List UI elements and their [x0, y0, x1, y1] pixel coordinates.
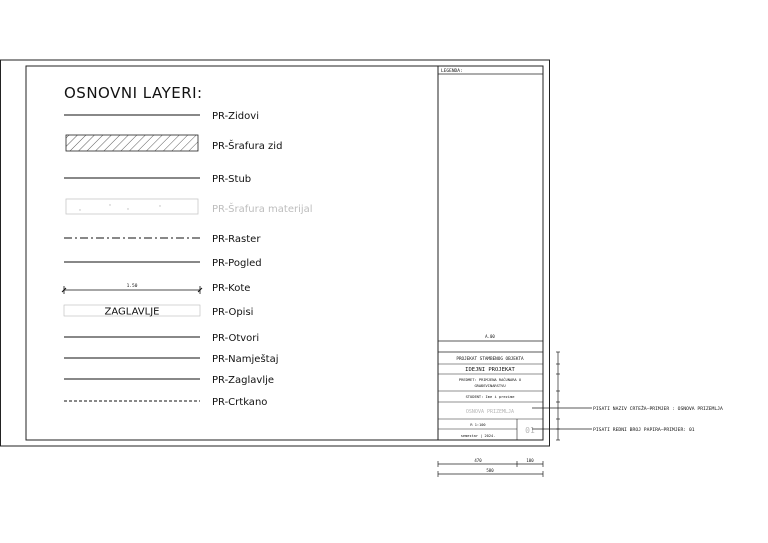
layer-label-opisi: PR-Opisi	[212, 307, 254, 318]
scale-label: R 1:100	[470, 423, 486, 427]
dim-total-width: 580	[486, 468, 494, 473]
material-dots	[79, 204, 160, 210]
layer-label-zaglavlje: PR-Zaglavlje	[212, 375, 275, 386]
layer-label-pogled: PR-Pogled	[212, 258, 262, 269]
leader-lines	[532, 408, 592, 429]
student-name: STUDENT: Ime i prezime	[465, 395, 515, 399]
legend-label: LEGENDA:	[441, 69, 463, 74]
layer-label-otvori: PR-Otvori	[212, 333, 260, 344]
title-block-dimension-chain	[556, 352, 560, 440]
layer-sample-srafura-zid	[66, 135, 198, 151]
layer-sample-opisi-text: ZAGLAVLJE	[104, 306, 160, 318]
title-block	[438, 66, 543, 440]
layer-label-srafura-materijal: PR-Šrafura materijal	[212, 204, 313, 215]
sheet-outer-border	[1, 60, 550, 446]
layer-sample-srafura-materijal	[66, 199, 198, 214]
layer-label-crtkano: PR-Crtkano	[212, 397, 268, 408]
date-label: semestar | 2024.	[460, 434, 496, 438]
layer-label-raster: PR-Raster	[212, 234, 261, 245]
subject-line-2: GRAĐEVINARSTVU	[474, 384, 506, 388]
layer-label-zidovi: PR-Zidovi	[212, 111, 259, 122]
layer-label-namjestaj: PR-Namještaj	[212, 354, 279, 365]
sheet-inner-border	[26, 66, 543, 440]
project-title: PROJEKAT STAMBENOG OBJEKTA	[456, 357, 524, 362]
dim-margin-width: 100	[526, 458, 534, 463]
project-type: IDEJNI PROJEKAT	[465, 367, 515, 373]
layer-label-srafura-zid: PR-Šrafura zid	[212, 141, 283, 152]
sheet-number: 01	[525, 426, 535, 435]
page-title: OSNOVNI LAYERI:	[64, 84, 203, 102]
north-label: A.00	[485, 334, 495, 339]
sheet-number-note: PISATI REDNI BROJ PAPIRA—PRIMJER: 01	[593, 428, 695, 433]
drawing-name-note: PISATI NAZIV CRTEŽA—PRIMJER : OSNOVA PRIZEMLJA	[593, 407, 723, 412]
layer-sample-kote-text: 1.50	[126, 284, 138, 289]
layer-label-stub: PR-Stub	[212, 174, 252, 185]
layer-list	[62, 111, 313, 408]
drawing-name: OSNOVA PRIZEMLJA	[465, 409, 515, 415]
subject-line-1: PREDMET: PRIMJENA RAČUNARA U	[458, 378, 522, 382]
dim-title-block-width: 470	[474, 458, 482, 463]
layer-label-kote: PR-Kote	[212, 283, 251, 294]
